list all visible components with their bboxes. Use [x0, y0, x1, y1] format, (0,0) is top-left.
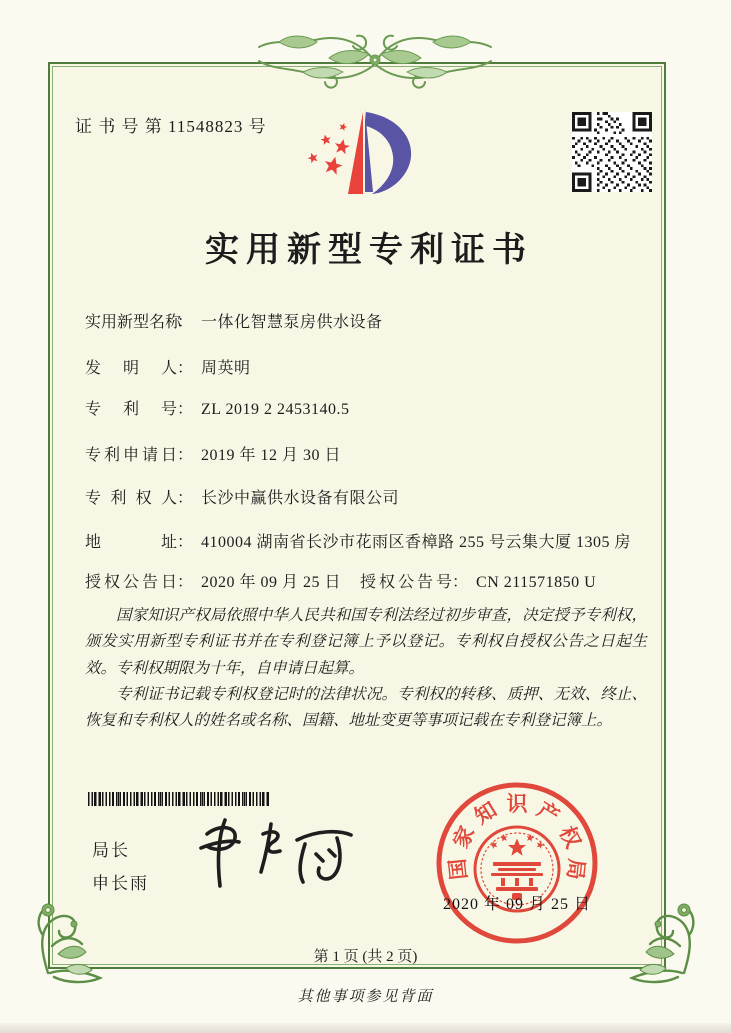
colon: ： — [177, 534, 194, 551]
handwritten-signature-icon — [185, 808, 370, 903]
field-row-name — [85, 309, 383, 332]
field-label: 专利号 — [85, 401, 177, 418]
colon: ： — [177, 574, 194, 591]
field-label: 授权公告号 — [360, 574, 452, 591]
colon: ： — [177, 490, 194, 507]
qr-code-icon — [572, 112, 652, 192]
field-row-patentee — [85, 485, 399, 508]
field-label: 授权公告日 — [85, 574, 177, 591]
field-label: 实用新型名称 — [85, 314, 182, 331]
bottom-right-floral-ornament-icon — [592, 876, 704, 988]
field-row-patent-no — [85, 396, 349, 419]
field-row-grant — [85, 569, 597, 592]
field-row-filing-date — [85, 442, 341, 465]
back-side-note: 其他事项参见背面 — [297, 989, 434, 1005]
colon: ： — [177, 401, 194, 418]
seal-char: 识 — [506, 792, 528, 816]
field-value: CN 211571850 U — [476, 574, 597, 591]
field-label: 专利权人 — [85, 490, 177, 507]
field-pair-grant-no — [360, 569, 596, 592]
field-row-inventor — [85, 355, 251, 378]
seal-char: 权 — [554, 822, 586, 852]
field-value: 410004 湖南省长沙市花雨区香樟路 255 号云集大厦 1305 房 — [201, 534, 632, 551]
seal-char: 家 — [448, 822, 480, 852]
certificate-number: 证 书 号 第 11548823 号 — [75, 117, 267, 136]
scan-bottom-edge — [0, 1023, 731, 1033]
legal-text — [85, 603, 647, 735]
legal-paragraph-2: 专利证书记载专利权登记时的法律状况。专利权的转移、质押、无效、终止、恢复和专利权人的姓名或名称、国籍、地址变更等事项记载在专利登记簿上。 — [85, 686, 647, 730]
field-label: 专利申请日 — [85, 447, 177, 464]
seal-char: 局 — [562, 857, 589, 881]
official-seal-icon — [430, 776, 604, 950]
page-number: 第 1 页 (共 2 页) — [313, 949, 418, 965]
seal-char: 国 — [445, 857, 472, 881]
field-value: 2020 年 09 月 25 日 — [201, 574, 342, 591]
certificate-title: 实用新型专利证书 — [205, 232, 533, 269]
colon: ： — [177, 314, 194, 331]
field-value: 一体化智慧泵房供水设备 — [201, 314, 383, 331]
field-label: 发明人 — [85, 360, 177, 377]
colon: ： — [177, 447, 194, 464]
seal-date: 2020 年 09 月 25 日 — [442, 896, 591, 913]
barcode-icon — [88, 792, 270, 806]
signer-title: 局长 — [92, 841, 130, 860]
seal-char: 产 — [533, 797, 564, 829]
colon: ： — [452, 574, 469, 591]
field-value: 长沙中赢供水设备有限公司 — [201, 490, 400, 507]
top-floral-ornament-icon — [247, 22, 503, 100]
seal-char: 知 — [470, 797, 501, 829]
legal-paragraph-1: 国家知识产权局依照中华人民共和国专利法经过初步审查，决定授予专利权，颁发实用新型专利证书并在专利登记簿上予以登记。专利权自授权公告之日起生效。专利权期限为十年，自申请日起算。 — [85, 607, 647, 677]
field-row-address — [85, 529, 631, 552]
signer-name: 申长雨 — [92, 874, 149, 893]
field-value: 周英明 — [201, 360, 251, 377]
colon: ： — [177, 360, 194, 377]
cnipa-patent-logo-icon — [296, 102, 438, 214]
field-value: 2019 年 12 月 30 日 — [201, 447, 342, 464]
field-value: ZL 2019 2 2453140.5 — [201, 401, 350, 418]
field-label: 地址 — [85, 534, 177, 551]
